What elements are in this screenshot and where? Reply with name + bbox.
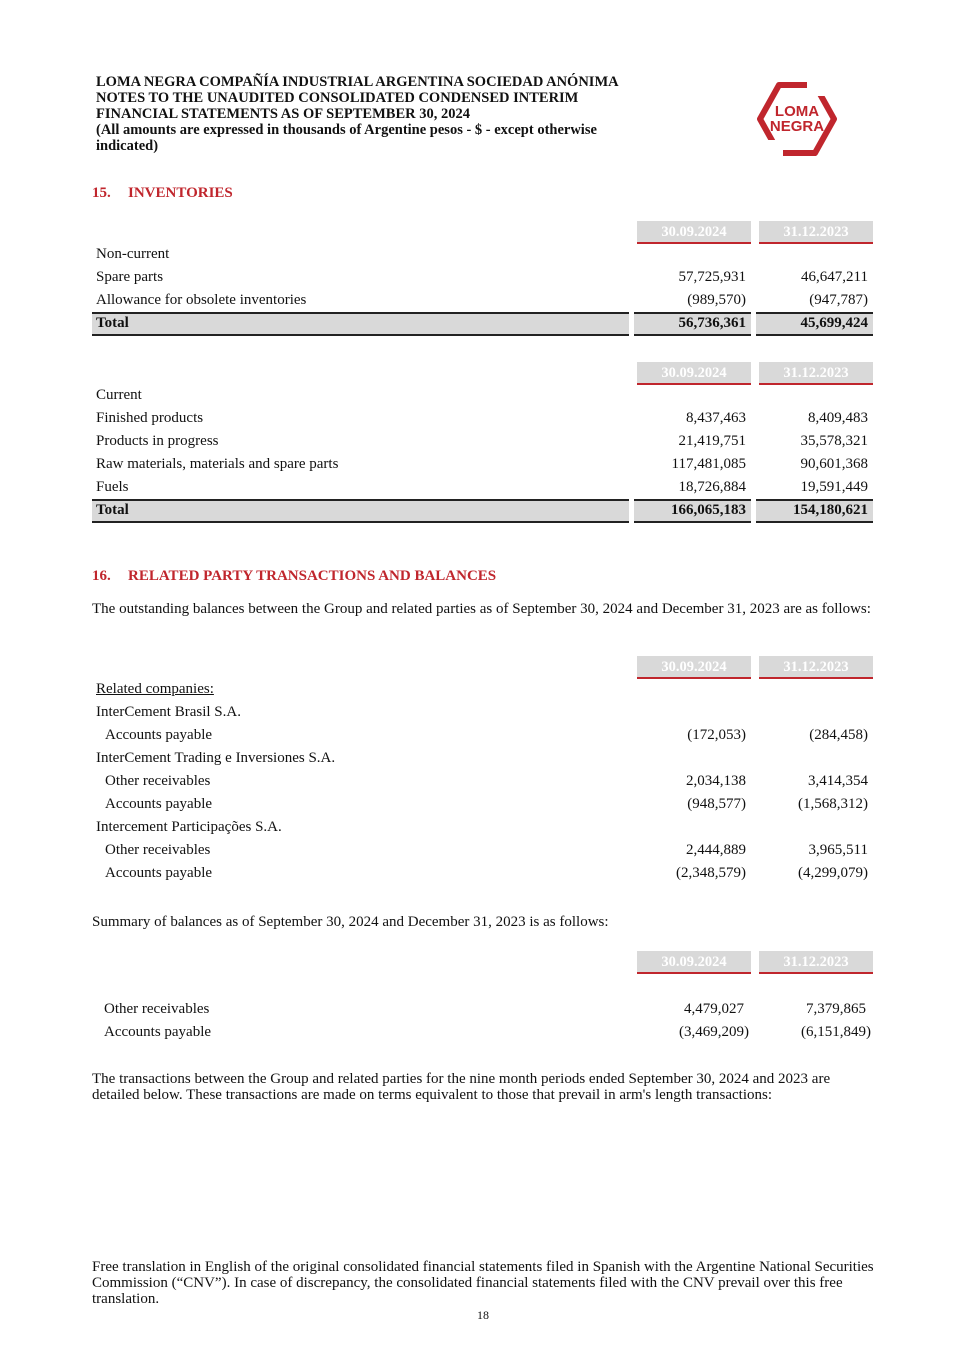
related-balances-intro: The outstanding balances between the Group and related parties as of September 30, 2024 and December 31, 2023 are as follows: bbox=[92, 601, 871, 617]
column-header-2023: 31.12.2023 bbox=[759, 362, 873, 385]
column-header-2024: 30.09.2024 bbox=[637, 656, 751, 679]
header-line-3: FINANCIAL STATEMENTS AS OF SEPTEMBER 30, 2024 bbox=[96, 106, 470, 122]
column-header-2023: 31.12.2023 bbox=[759, 221, 873, 244]
header-line-5: indicated) bbox=[96, 138, 159, 154]
table-row: Other receivables 2,034,138 3,414,354 bbox=[105, 773, 868, 789]
page-number: 18 bbox=[477, 1308, 489, 1322]
summary-intro: Summary of balances as of September 30, 2024 and December 31, 2023 is as follows: bbox=[92, 914, 609, 930]
column-header-2024: 30.09.2024 bbox=[637, 951, 751, 974]
loma-negra-logo bbox=[757, 82, 837, 156]
transactions-intro: The transactions between the Group and related parties for the nine month periods ended September 30, 2024 and 2023 are detailed below. These transactions are made on terms equivalent to those that prevail in arm's length transactions: bbox=[92, 1071, 831, 1103]
header-line-2: NOTES TO THE UNAUDITED CONSOLIDATED CONDENSED INTERIM bbox=[96, 90, 579, 106]
svg-text:NEGRA: NEGRA bbox=[769, 118, 825, 135]
column-header-2024: 30.09.2024 bbox=[637, 362, 751, 385]
company-name: LOMA NEGRA COMPAÑÍA INDUSTRIAL ARGENTINA SOCIEDAD ANÓNIMA bbox=[96, 74, 619, 90]
translation-disclaimer: Free translation in English of the original consolidated financial statements filed in Spanish with the Argentine National Securities Commission (“CNV”). In case of discrepancy, the consolidated financial statements filed with the CNV prevail over this free translation. bbox=[92, 1259, 874, 1307]
table-row: Accounts payable (3,469,209) (6,151,849) bbox=[104, 1024, 871, 1040]
section-16-title: 16. RELATED PARTY TRANSACTIONS AND BALANCES bbox=[92, 568, 497, 584]
table-row: Accounts payable (2,348,579) (4,299,079) bbox=[105, 865, 868, 881]
table-row: Accounts payable (948,577) (1,568,312) bbox=[105, 796, 868, 812]
noncurrent-total-row: Total 56,736,361 45,699,424 bbox=[92, 312, 873, 336]
related-companies-heading: Related companies: bbox=[96, 681, 214, 697]
column-header-2023: 31.12.2023 bbox=[759, 656, 873, 679]
company-name-row: InterCement Brasil S.A. bbox=[96, 704, 241, 720]
company-name-row: Intercement Participações S.A. bbox=[96, 819, 282, 835]
table-row: Products in progress 21,419,751 35,578,321 bbox=[96, 433, 868, 449]
header-line-4: (All amounts are expressed in thousands of Argentine pesos - $ - except otherwise bbox=[96, 122, 597, 138]
svg-text:LOMA: LOMA bbox=[774, 103, 820, 120]
table-row: Spare parts 57,725,931 46,647,211 bbox=[96, 269, 868, 285]
document-header bbox=[96, 74, 736, 154]
table-row: Allowance for obsolete inventories (989,570) (947,787) bbox=[96, 292, 868, 308]
table-row: Accounts payable (172,053) (284,458) bbox=[105, 727, 868, 743]
column-header-2024: 30.09.2024 bbox=[637, 221, 751, 244]
table-row: Other receivables 2,444,889 3,965,511 bbox=[105, 842, 868, 858]
table-row: Fuels 18,726,884 19,591,449 bbox=[96, 479, 868, 495]
noncurrent-heading: Non-current bbox=[96, 246, 170, 262]
table-row: Other receivables 4,479,027 7,379,865 bbox=[104, 1001, 866, 1017]
current-total-row: Total 166,065,183 154,180,621 bbox=[92, 499, 873, 523]
table-row: Raw materials, materials and spare parts 117,481,085 90,601,368 bbox=[96, 456, 868, 472]
section-15-title: 15. INVENTORIES bbox=[92, 185, 233, 201]
column-header-2023: 31.12.2023 bbox=[759, 951, 873, 974]
table-row: Finished products 8,437,463 8,409,483 bbox=[96, 410, 868, 426]
current-heading: Current bbox=[96, 387, 142, 403]
company-name-row: InterCement Trading e Inversiones S.A. bbox=[96, 750, 336, 766]
